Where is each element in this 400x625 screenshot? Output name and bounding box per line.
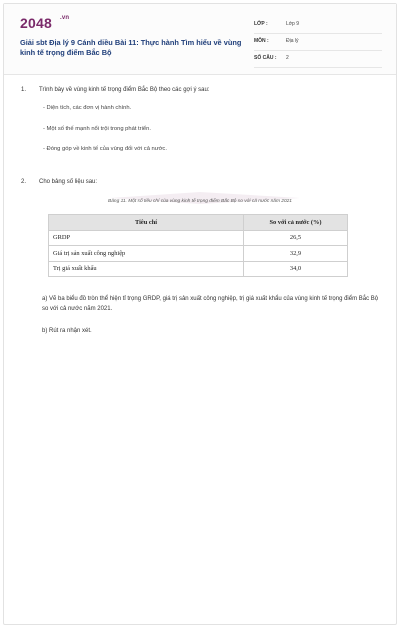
column-header: So với cả nước (%) — [244, 215, 348, 231]
data-table — [48, 214, 348, 277]
table-cell-value: 32,9 — [244, 246, 348, 262]
site-logo[interactable] — [20, 15, 70, 31]
question-2-part-b: b) Rút ra nhận xét. — [42, 328, 92, 334]
meta-row-class — [254, 17, 382, 34]
logo-text: 2048 — [20, 15, 52, 31]
table-caption: Bảng 11. Một số tiêu chí của vùng kinh tế trọng điểm Bắc Bộ so với cả nước năm 2021 — [108, 199, 292, 204]
meta-info — [254, 17, 382, 68]
table-cell-value: 34,0 — [244, 261, 348, 277]
question-text: Trình bày về vùng kinh tế trọng điểm Bắc Bộ theo các gợi ý sau: — [39, 87, 210, 93]
meta-value: Lớp 9 — [286, 21, 300, 27]
logo-suffix: .vn — [60, 15, 70, 21]
table-row — [49, 246, 348, 262]
table-header-row — [49, 215, 348, 231]
question-number: 1. — [21, 87, 27, 93]
table-cell-value: 26,5 — [244, 230, 348, 246]
question-1-item: - Đóng góp về kinh tế của vùng đối với cả nước. — [43, 146, 167, 152]
question-1-item: - Một số thế mạnh nổi trội trong phát triển. — [43, 126, 151, 132]
meta-row-question-count — [254, 51, 382, 68]
table-cell-criterion: GRDP — [49, 230, 244, 246]
document-page — [3, 3, 397, 625]
document-title: Giải sbt Địa lý 9 Cánh diều Bài 11: Thực hành Tìm hiểu về vùng kinh tế trọng điểm Bắc Bộ — [20, 38, 242, 57]
question-number: 2. — [21, 179, 27, 185]
document-header — [4, 4, 396, 75]
meta-value: 2 — [286, 55, 289, 61]
table-row — [49, 261, 348, 277]
meta-row-subject — [254, 34, 382, 51]
table-cell-criterion: Trị giá xuất khẩu — [49, 261, 244, 277]
watermark-logo — [90, 186, 320, 210]
meta-value: Địa lý — [286, 38, 299, 44]
table-row — [49, 230, 348, 246]
column-header: Tiêu chí — [49, 215, 244, 231]
meta-label: SỐ CÂU : — [254, 55, 277, 61]
question-1-item: - Diện tích, các đơn vị hành chính. — [43, 105, 132, 111]
table-cell-criterion: Giá trị sản xuất công nghiệp — [49, 246, 244, 262]
question-text: Cho bảng số liệu sau: — [39, 179, 98, 185]
meta-label: MÔN : — [254, 38, 269, 44]
question-2-part-a: a) Vẽ ba biểu đồ tròn thể hiện tỉ trọng GRDP, giá trị sản xuất công nghiệp, trị giá xuất khẩu của vùng kinh tế trọng điểm Bắc Bộ so với cả nước năm 2021. — [42, 296, 379, 312]
meta-label: LỚP : — [254, 21, 268, 27]
